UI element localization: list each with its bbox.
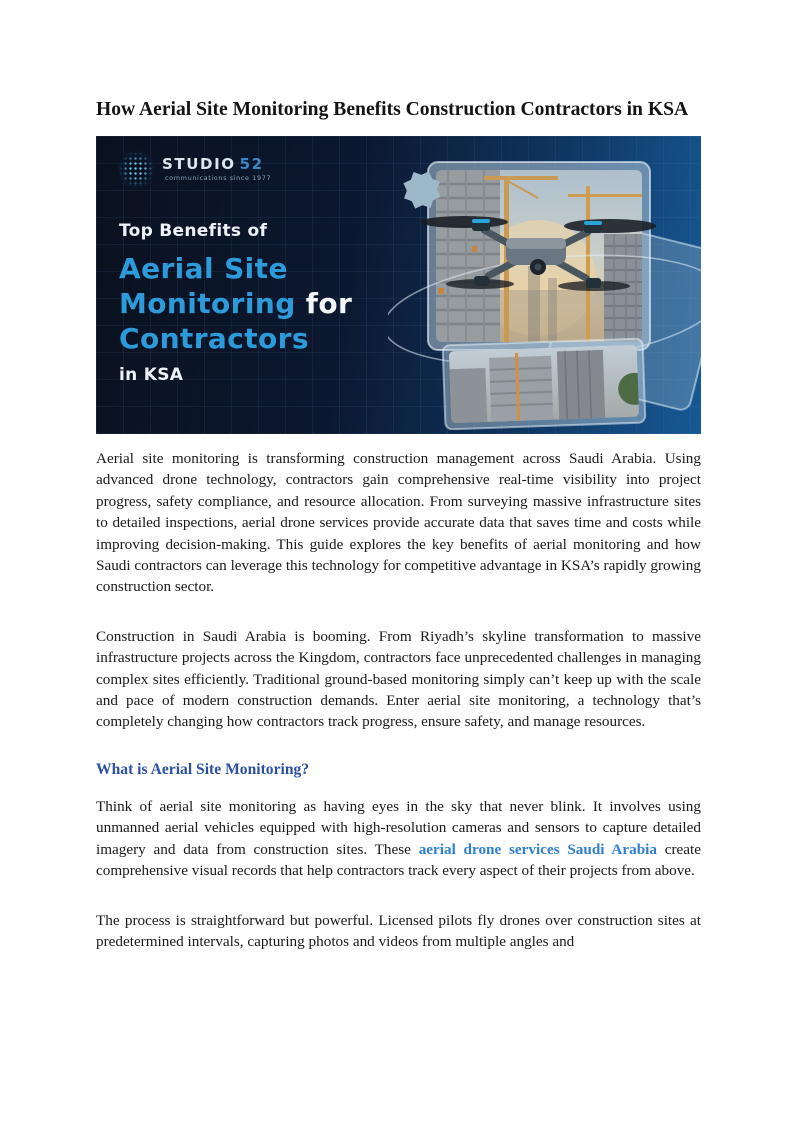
hero-kicker: Top Benefits of <box>119 221 268 241</box>
dotted-globe-icon <box>118 151 155 188</box>
hero-headline-line1: Aerial Site <box>119 252 288 285</box>
intro-paragraph: Aerial site monitoring is transforming construction management across Saudi Arabia. Using advanced drone technology, contractors gain comprehensive real-time visibility into project progress, safety compliance, and resource allocation. From surveying massive infrastructure sites to detailed inspections, aerial drone services provide accurate data that saves time and costs while improving decision-making. This guide explores the key benefits of aerial monitoring and how Saudi contractors can leverage this technology for competitive advantage in KSA’s rapidly growing construction sector. <box>96 450 701 596</box>
definition-text-after: create comprehensive visual records that help contractors track every aspect of their projects from above. <box>96 840 701 880</box>
process-paragraph: The process is straightforward but powerful. Licensed pilots fly drones over construction sites at predetermined intervals, capturing photos and videos from multiple angles and <box>96 911 701 950</box>
context-paragraph: Construction in Saudi Arabia is booming. From Riyadh’s skyline transformation to massive infrastructure projects across the Kingdom, contractors face unprecedented challenges in managing complex sites efficiently. Traditional ground-based monitoring simply can’t keep up with the scale and pace of modern construction demands. Enter aerial site monitoring, a technology that’s completely changing how contractors track progress, ensure safety, and manage resources. <box>96 627 701 731</box>
section-heading-what-is: What is Aerial Site Monitoring? <box>96 760 310 778</box>
studio52-logo <box>118 151 271 188</box>
hero-collage-graphic <box>388 138 701 430</box>
hero-headline-line3: Contractors <box>119 322 309 355</box>
logo-tagline: communications since 1977 <box>165 174 272 183</box>
logo-number: 52 <box>239 155 264 174</box>
logo-wordmark <box>162 157 271 172</box>
hero-photo-collage <box>388 138 701 430</box>
hero-banner <box>96 136 701 434</box>
construction-tower <box>436 170 500 342</box>
page-title: How Aerial Site Monitoring Benefits Construction Contractors in KSA <box>96 99 689 120</box>
hero-headline-line2 <box>119 286 352 321</box>
hero-line2-blue: Monitoring <box>119 287 296 320</box>
bottom-photo <box>443 338 652 429</box>
definition-paragraph <box>96 796 701 882</box>
hero-subline: in KSA <box>119 365 184 385</box>
definition-text-before: Think of aerial site monitoring as having eyes in the sky that never blink. It involves using unmanned aerial vehicles equipped with high-resolution cameras and sensors to capture detailed imagery and data from construction sites. These <box>96 797 701 858</box>
hero-line2-white: for <box>305 287 353 320</box>
logo-text <box>162 157 271 182</box>
logo-studio-word: STUDIO <box>162 155 236 174</box>
aerial-drone-services-link[interactable]: aerial drone services Saudi Arabia <box>418 840 657 858</box>
hero-headline-block <box>119 221 352 385</box>
